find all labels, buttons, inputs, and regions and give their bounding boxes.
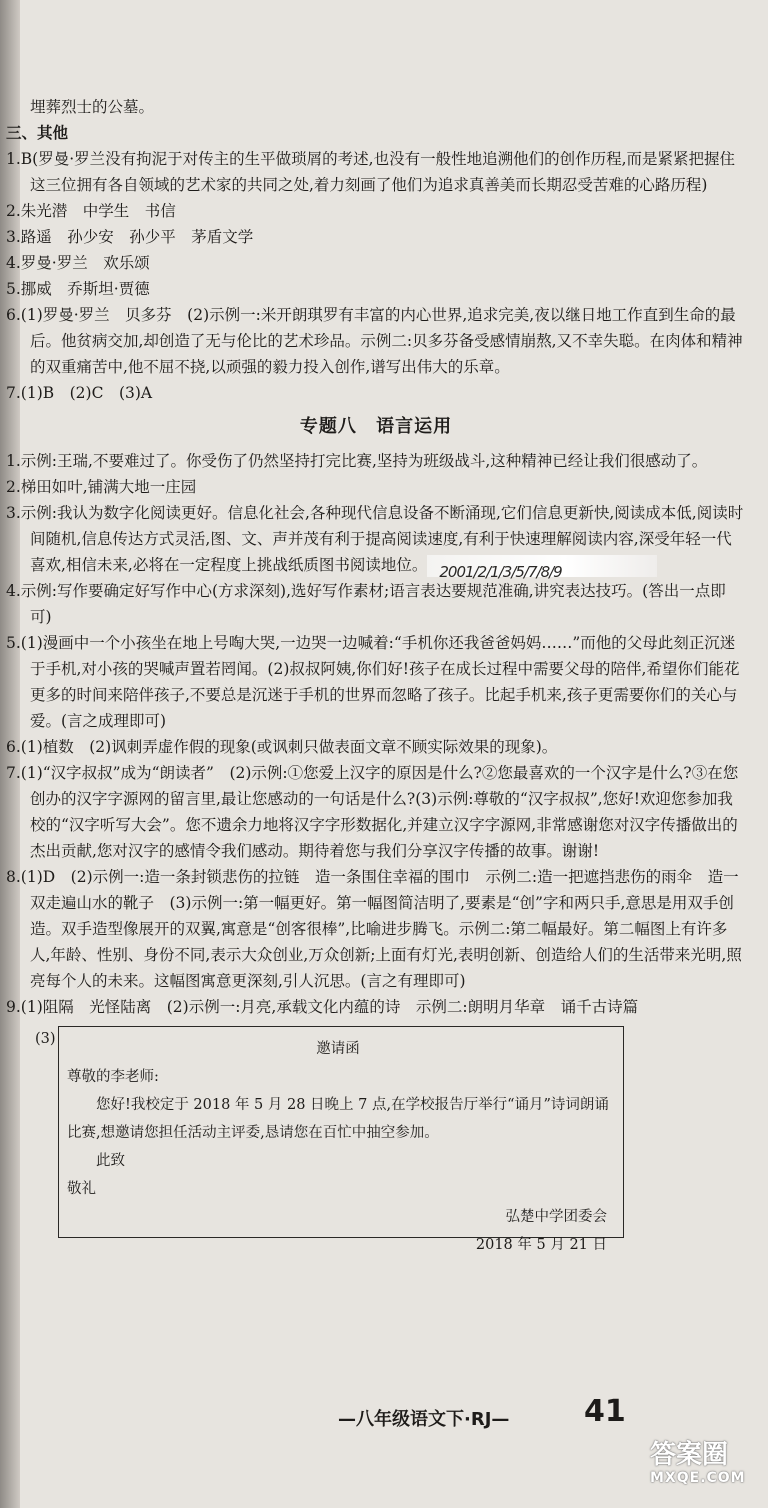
letter-question-label: (3) bbox=[35, 1031, 56, 1047]
topic-8-item-5: 5.(1)漫画中一个小孩坐在地上号啕大哭,一边哭一边喊着:“手机你还我爸爸妈妈……”而他的父母此刻正沉迷于手机,对小孩的哭喊声置若罔闻。(2)叔叔阿姨,你们好!孩子在成长过程中需要父母的陪伴,希望你们能花更多的时间来陪伴孩子,不要总是沉迷于手机的世界而忽略了孩子。比起手机来,孩子更需要你们的关心与爱。(言之成理即可) bbox=[6, 634, 740, 730]
topic-8-item-4: 4.示例:写作要确定好写作中心(方求深刻),选好写作素材;语言表达要规范准确,讲究表达技巧。(答出一点即可) bbox=[6, 582, 726, 626]
topic-8-item-3-text: 3.示例:我认为数字化阅读更好。信息化社会,各种现代信息设备不断涌现,它们信息更新快,阅读成本低,阅读时间随机,信息传达方式灵活,图、文、声并茂有利于提高阅读速度,有利于快速理解阅读内容,深受年轻一代喜欢,相信未来,必将在一定程度上挑战纸质图书阅读地位。 bbox=[6, 504, 744, 574]
topic-8-item-1: 1.示例:王瑞,不要难过了。你受伤了仍然坚持打完比赛,坚持为班级战斗,这种精神已经让我们很感动了。 bbox=[6, 452, 708, 470]
letter-salutation: 尊敬的李老师: bbox=[67, 1069, 159, 1085]
topic-8-item-9: 9.(1)阻隔 光怪陆离 (2)示例一:月亮,承载文化内蕴的诗 示例二:朗明月华章 诵千古诗篇 bbox=[6, 998, 639, 1016]
page-number: 41 bbox=[584, 1394, 626, 1429]
section-3-item-2: 2.朱光潜 中学生 书信 bbox=[6, 202, 176, 220]
topic-8-item-6: 6.(1)植数 (2)讽刺弄虚作假的现象(或讽刺只做表面文章不顾实际效果的现象)。 bbox=[6, 738, 558, 756]
letter-closing-1: 此致 bbox=[96, 1153, 125, 1169]
site-watermark-logo bbox=[650, 1440, 760, 1502]
intro-line: 埋葬烈士的公墓。 bbox=[30, 98, 155, 116]
section-3-item-1: 1.B(罗曼·罗兰没有拘泥于对传主的生平做琐屑的考述,也没有一般性地追溯他们的创作历程,而是紧紧把握住这三位拥有各自领域的艺术家的共同之处,着力刻画了他们为追求真善美而长期忍受苦难的心路历程) bbox=[6, 150, 736, 194]
letter-title: 邀请函 bbox=[316, 1041, 360, 1057]
topic-8-item-3 bbox=[6, 500, 746, 581]
watermark-top-text: 答案圈 bbox=[650, 1440, 729, 1470]
topic-8-heading bbox=[6, 414, 746, 440]
section-3-title: 三、其他 bbox=[6, 123, 69, 142]
topic-8-item-8: 8.(1)D (2)示例一:造一条封锁悲伤的拉链 造一条围住幸福的围巾 示例二:造一把遮挡悲伤的雨伞 造一双走遍山水的靴子 (3)示例一:第一幅更好。第一幅图简洁明了,要素是“创”字和两只手,意思是用双手创造。双手造型像展开的双翼,寓意是“创客很棒”,比喻进步腾飞。示例二:第二幅最好。第二幅图上有许多人,年龄、性别、身份不同,表示大众创业,万众创新;上面有灯光,表明创新、创造给人们的生活带来光明,照亮每个人的未来。这幅图寓意更深刻,引人沉思。(言之有理即可) bbox=[6, 868, 742, 990]
invitation-letter-box bbox=[35, 1026, 624, 1253]
letter-closing-2: 敬礼 bbox=[67, 1181, 96, 1197]
handwritten-scribble: 2001/2/1/3/5/7/8/9 bbox=[439, 563, 562, 581]
section-3-item-6: 6.(1)罗曼·罗兰 贝多芬 (2)示例一:米开朗琪罗有丰富的内心世界,追求完美,夜以继日地工作直到生命的最后。他贫病交加,却创造了无与伦比的艺术珍品。示例二:贝多芬备受感情崩熬,又不幸失聪。在肉体和精神的双重痛苦中,他不屈不挠,以顽强的毅力投入创作,谱写出伟大的乐章。 bbox=[6, 306, 743, 376]
section-3-item-7: 7.(1)B (2)C (3)A bbox=[6, 384, 153, 402]
footer-grade-label: —八年级语文下·RJ— bbox=[338, 1409, 510, 1430]
letter-signature: 弘楚中学团委会 bbox=[505, 1209, 607, 1225]
watermark-bottom-text: MXQE.COM bbox=[650, 1470, 746, 1486]
letter-body: 您好!我校定于 2018 年 5 月 28 日晚上 7 点,在学校报告厅举行“诵月”诗词朗诵比赛,想邀请您担任活动主评委,恳请您在百忙中抽空参加。 bbox=[67, 1097, 609, 1141]
topic-8-item-7: 7.(1)“汉字叔叔”成为“朗读者” (2)示例:①您爱上汉字的原因是什么?②您最喜欢的一个汉字是什么?③在您创办的汉字字源网的留言里,最让您感动的一句话是什么?(3)示例:尊敬的“汉字叔叔”,您好!欢迎您参加我校的“汉字听写大会”。您不遗余力地将汉字字形数据化,并建立汉字字源网,非常感谢您对汉字传播做出的杰出贡献,您对汉字的感情令我们感动。期待着您与我们分享汉字传播的故事。谢谢! bbox=[6, 764, 739, 860]
section-3-item-4: 4.罗曼·罗兰 欢乐颂 bbox=[6, 254, 150, 272]
topic-8-item-2: 2.梯田如叶,铺满大地一庄园 bbox=[6, 478, 197, 496]
topic-8-number: 专题八 bbox=[299, 416, 357, 437]
answer-page bbox=[6, 94, 746, 1253]
redaction-mark bbox=[427, 555, 657, 581]
section-3-item-3: 3.路遥 孙少安 孙少平 茅盾文学 bbox=[6, 228, 254, 246]
section-3-item-5: 5.挪威 乔斯坦·贾德 bbox=[6, 280, 150, 298]
letter-date: 2018 年 5 月 21 日 bbox=[475, 1237, 607, 1253]
topic-8-name: 语言运用 bbox=[376, 416, 453, 437]
